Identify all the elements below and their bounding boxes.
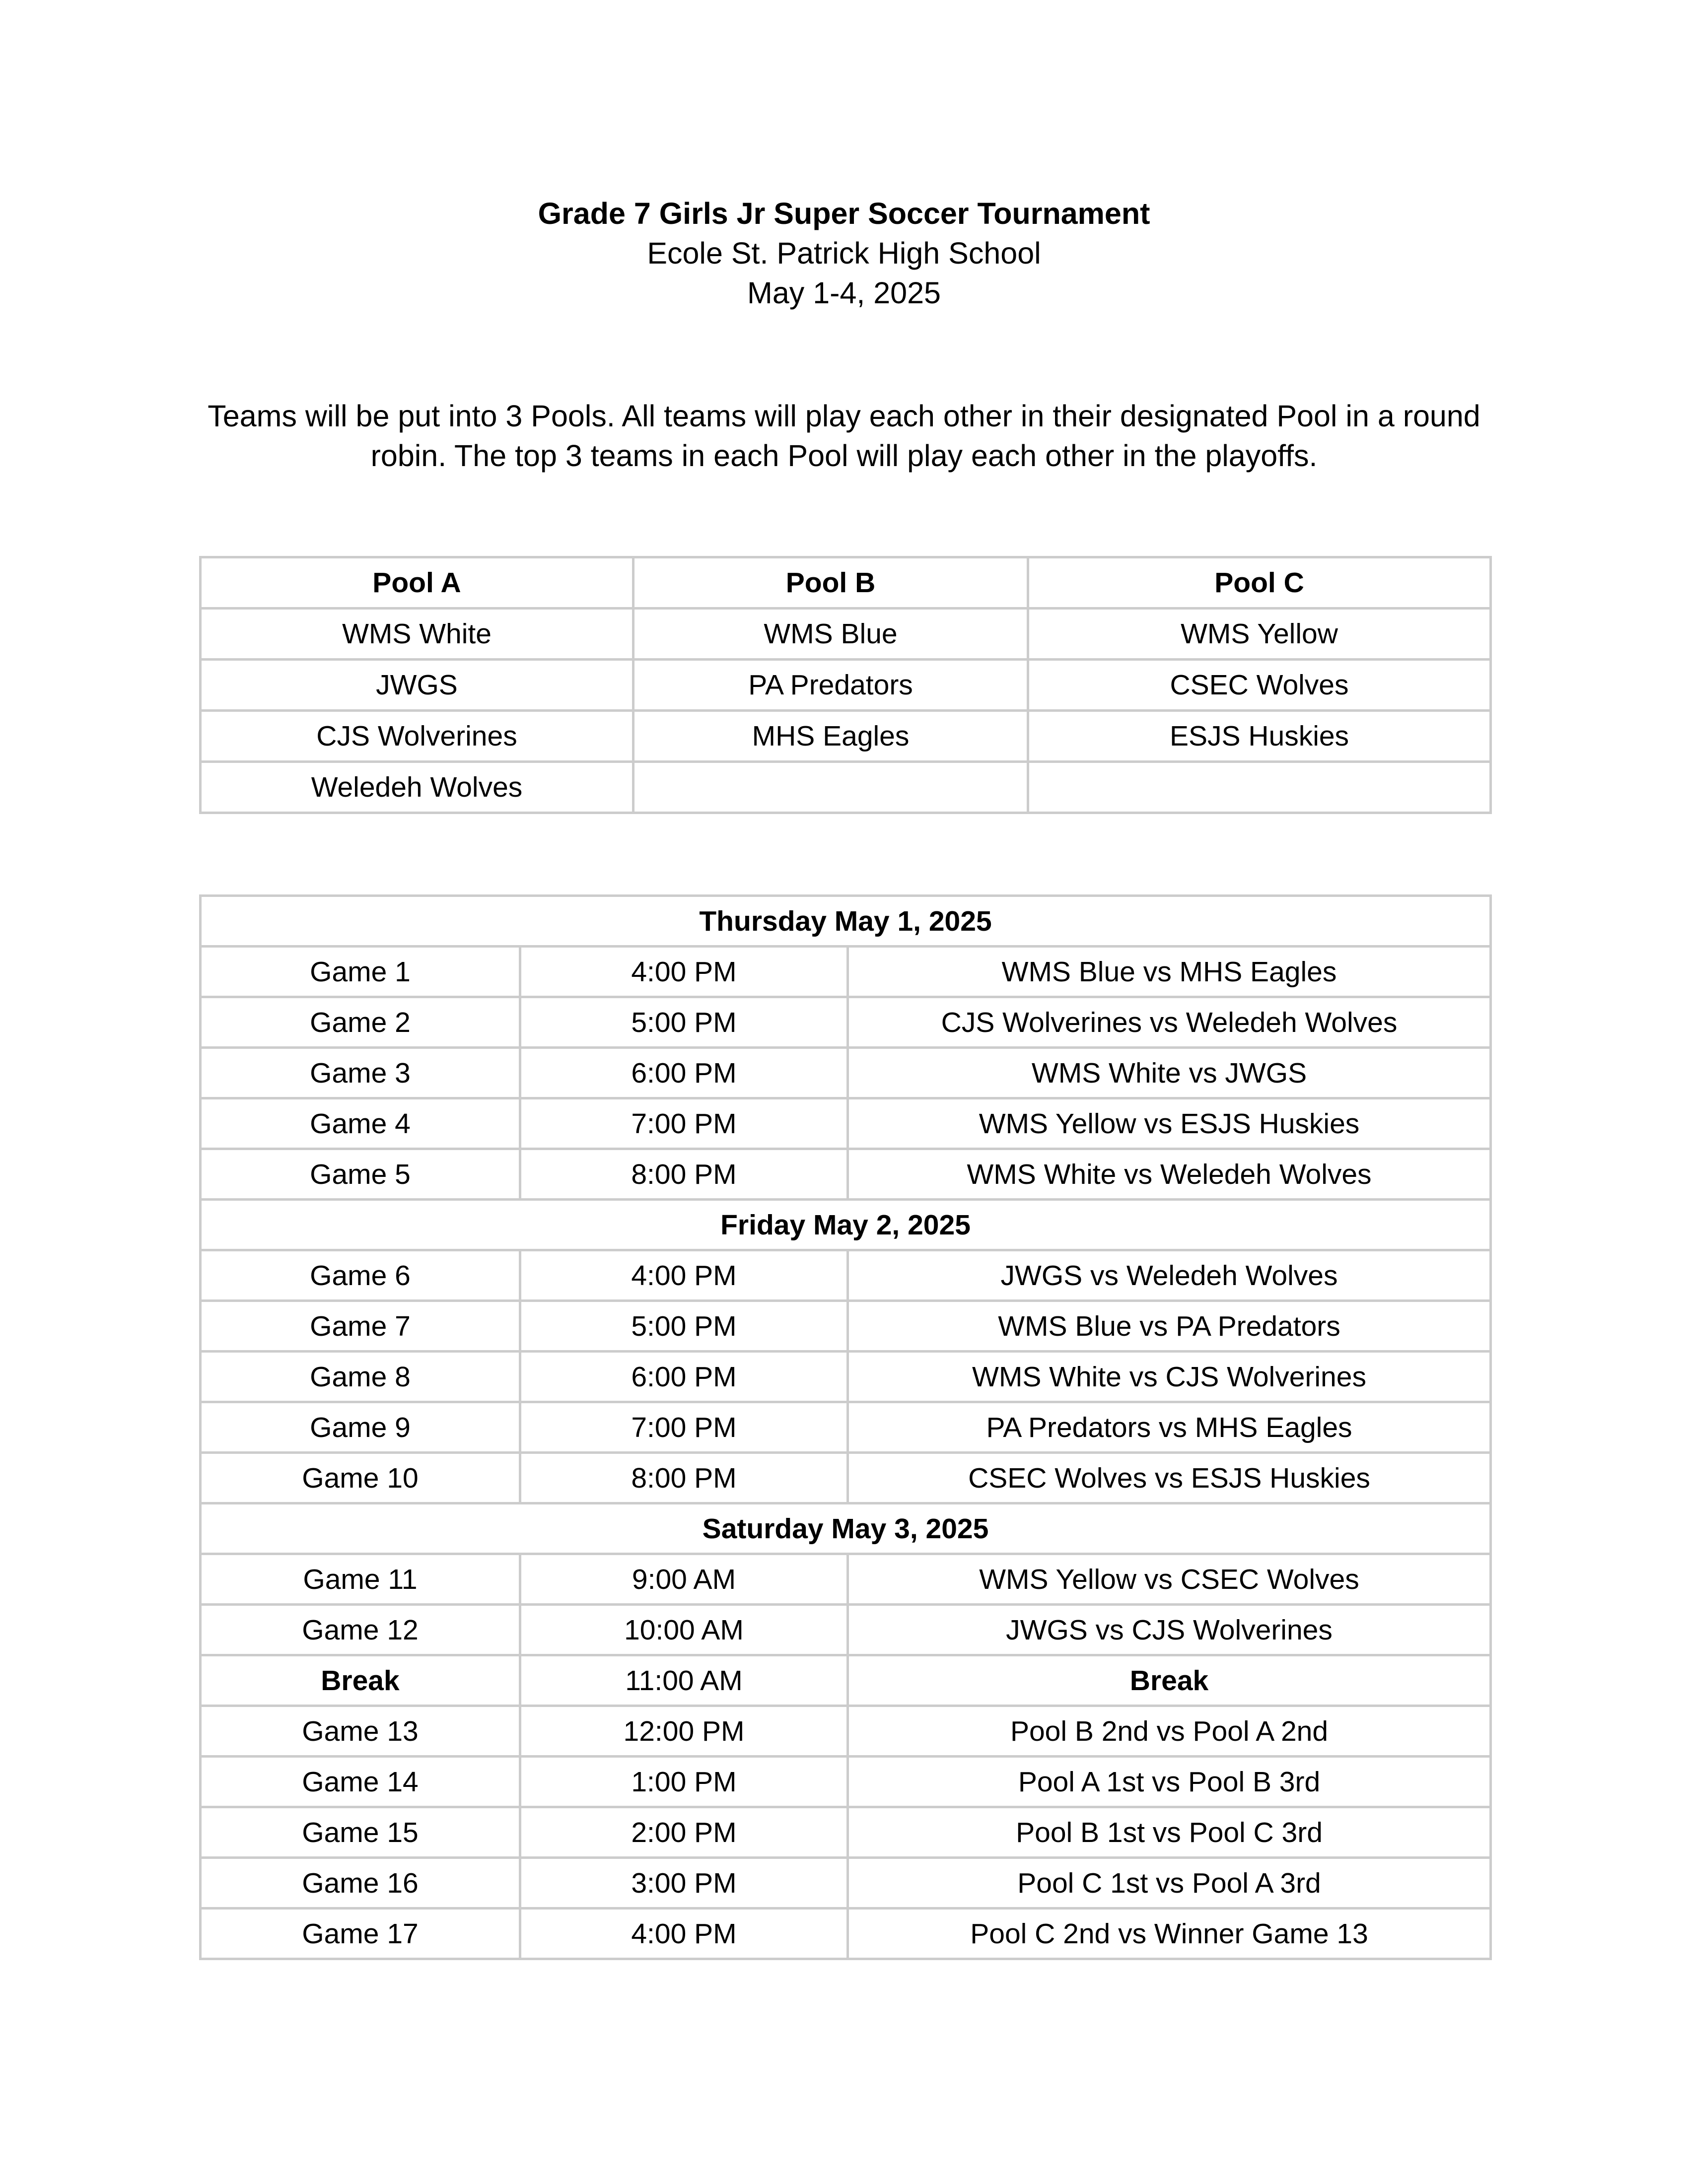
game-row <box>201 1757 1491 1807</box>
game-matchup: JWGS vs CJS Wolverines <box>848 1605 1491 1655</box>
game-label: Game 6 <box>201 1250 520 1301</box>
game-time: 4:00 PM <box>520 1250 848 1301</box>
game-label: Game 2 <box>201 997 520 1048</box>
game-label: Game 4 <box>201 1098 520 1149</box>
pools-row <box>201 609 1491 660</box>
game-label: Game 17 <box>201 1909 520 1959</box>
break-row <box>201 1655 1491 1706</box>
game-time: 10:00 AM <box>520 1605 848 1655</box>
school-name: Ecole St. Patrick High School <box>647 236 1041 270</box>
game-matchup: CSEC Wolves vs ESJS Huskies <box>848 1453 1491 1503</box>
game-label: Game 16 <box>201 1858 520 1909</box>
day-header-row <box>201 1503 1491 1554</box>
game-time: 2:00 PM <box>520 1807 848 1858</box>
pools-row <box>201 660 1491 711</box>
document-header <box>0 194 1688 313</box>
game-time: 5:00 PM <box>520 1301 848 1352</box>
game-label: Game 12 <box>201 1605 520 1655</box>
pool-team-cell: WMS Blue <box>633 609 1028 660</box>
tournament-dates: May 1-4, 2025 <box>747 276 941 310</box>
game-matchup: WMS White vs Weledeh Wolves <box>848 1149 1491 1200</box>
pool-team-cell: WMS Yellow <box>1028 609 1491 660</box>
pool-b-header: Pool B <box>633 557 1028 609</box>
game-row <box>201 1149 1491 1200</box>
game-time: 8:00 PM <box>520 1453 848 1503</box>
game-row <box>201 1554 1491 1605</box>
game-label: Game 5 <box>201 1149 520 1200</box>
pools-header-row <box>201 557 1491 609</box>
game-row <box>201 947 1491 997</box>
game-row <box>201 1909 1491 1959</box>
pools-table <box>199 556 1492 814</box>
pool-team-cell: JWGS <box>201 660 633 711</box>
game-label: Game 9 <box>201 1402 520 1453</box>
game-time: 11:00 AM <box>520 1655 848 1706</box>
game-row <box>201 1605 1491 1655</box>
game-matchup: PA Predators vs MHS Eagles <box>848 1402 1491 1453</box>
game-label: Game 7 <box>201 1301 520 1352</box>
day-header: Saturday May 3, 2025 <box>201 1503 1491 1554</box>
pools-row <box>201 762 1491 813</box>
pool-team-cell: WMS White <box>201 609 633 660</box>
game-label: Game 3 <box>201 1048 520 1098</box>
pool-team-cell: PA Predators <box>633 660 1028 711</box>
game-time: 9:00 AM <box>520 1554 848 1605</box>
pool-team-cell: ESJS Huskies <box>1028 711 1491 762</box>
day-header-row <box>201 896 1491 947</box>
game-matchup: Pool B 2nd vs Pool A 2nd <box>848 1706 1491 1757</box>
pool-c-header: Pool C <box>1028 557 1491 609</box>
game-row <box>201 1048 1491 1098</box>
game-time: 7:00 PM <box>520 1098 848 1149</box>
tournament-title: Grade 7 Girls Jr Super Soccer Tournament <box>538 197 1150 230</box>
game-label: Game 1 <box>201 947 520 997</box>
game-time: 3:00 PM <box>520 1858 848 1909</box>
game-label: Game 13 <box>201 1706 520 1757</box>
game-label: Game 11 <box>201 1554 520 1605</box>
pools-row <box>201 711 1491 762</box>
pool-team-cell: CSEC Wolves <box>1028 660 1491 711</box>
day-header: Friday May 2, 2025 <box>201 1200 1491 1250</box>
game-time: 1:00 PM <box>520 1757 848 1807</box>
game-time: 4:00 PM <box>520 947 848 997</box>
intro-paragraph: Teams will be put into 3 Pools. All teams will play each other in their designated Pool in a round robin. The top 3 teams in each Pool will play each other in the playoffs. <box>208 399 1480 473</box>
game-matchup: WMS White vs JWGS <box>848 1048 1491 1098</box>
game-matchup: WMS Blue vs PA Predators <box>848 1301 1491 1352</box>
pool-team-cell: MHS Eagles <box>633 711 1028 762</box>
game-label: Game 14 <box>201 1757 520 1807</box>
game-matchup: JWGS vs Weledeh Wolves <box>848 1250 1491 1301</box>
game-matchup: WMS Yellow vs CSEC Wolves <box>848 1554 1491 1605</box>
day-header: Thursday May 1, 2025 <box>201 896 1491 947</box>
game-label: Game 10 <box>201 1453 520 1503</box>
game-matchup: WMS Blue vs MHS Eagles <box>848 947 1491 997</box>
schedule-table <box>199 894 1492 1960</box>
game-time: 6:00 PM <box>520 1048 848 1098</box>
game-time: 12:00 PM <box>520 1706 848 1757</box>
pool-team-cell <box>1028 762 1491 813</box>
game-matchup: Pool B 1st vs Pool C 3rd <box>848 1807 1491 1858</box>
game-row <box>201 1858 1491 1909</box>
game-row <box>201 1098 1491 1149</box>
game-matchup: Pool C 1st vs Pool A 3rd <box>848 1858 1491 1909</box>
pool-a-header: Pool A <box>201 557 633 609</box>
pool-team-cell: CJS Wolverines <box>201 711 633 762</box>
pool-team-cell <box>633 762 1028 813</box>
game-label: Game 8 <box>201 1352 520 1402</box>
day-header-row <box>201 1200 1491 1250</box>
game-row <box>201 1402 1491 1453</box>
game-row <box>201 1807 1491 1858</box>
game-row <box>201 1301 1491 1352</box>
game-matchup: WMS White vs CJS Wolverines <box>848 1352 1491 1402</box>
pool-team-cell: Weledeh Wolves <box>201 762 633 813</box>
game-row <box>201 1453 1491 1503</box>
game-row <box>201 1706 1491 1757</box>
game-time: 5:00 PM <box>520 997 848 1048</box>
game-time: 4:00 PM <box>520 1909 848 1959</box>
game-time: 8:00 PM <box>520 1149 848 1200</box>
game-row <box>201 997 1491 1048</box>
game-row <box>201 1250 1491 1301</box>
break-label: Break <box>201 1655 520 1706</box>
game-label: Game 15 <box>201 1807 520 1858</box>
game-matchup: WMS Yellow vs ESJS Huskies <box>848 1098 1491 1149</box>
break-matchup: Break <box>848 1655 1491 1706</box>
game-matchup: CJS Wolverines vs Weledeh Wolves <box>848 997 1491 1048</box>
game-row <box>201 1352 1491 1402</box>
game-matchup: Pool C 2nd vs Winner Game 13 <box>848 1909 1491 1959</box>
game-matchup: Pool A 1st vs Pool B 3rd <box>848 1757 1491 1807</box>
game-time: 7:00 PM <box>520 1402 848 1453</box>
game-time: 6:00 PM <box>520 1352 848 1402</box>
